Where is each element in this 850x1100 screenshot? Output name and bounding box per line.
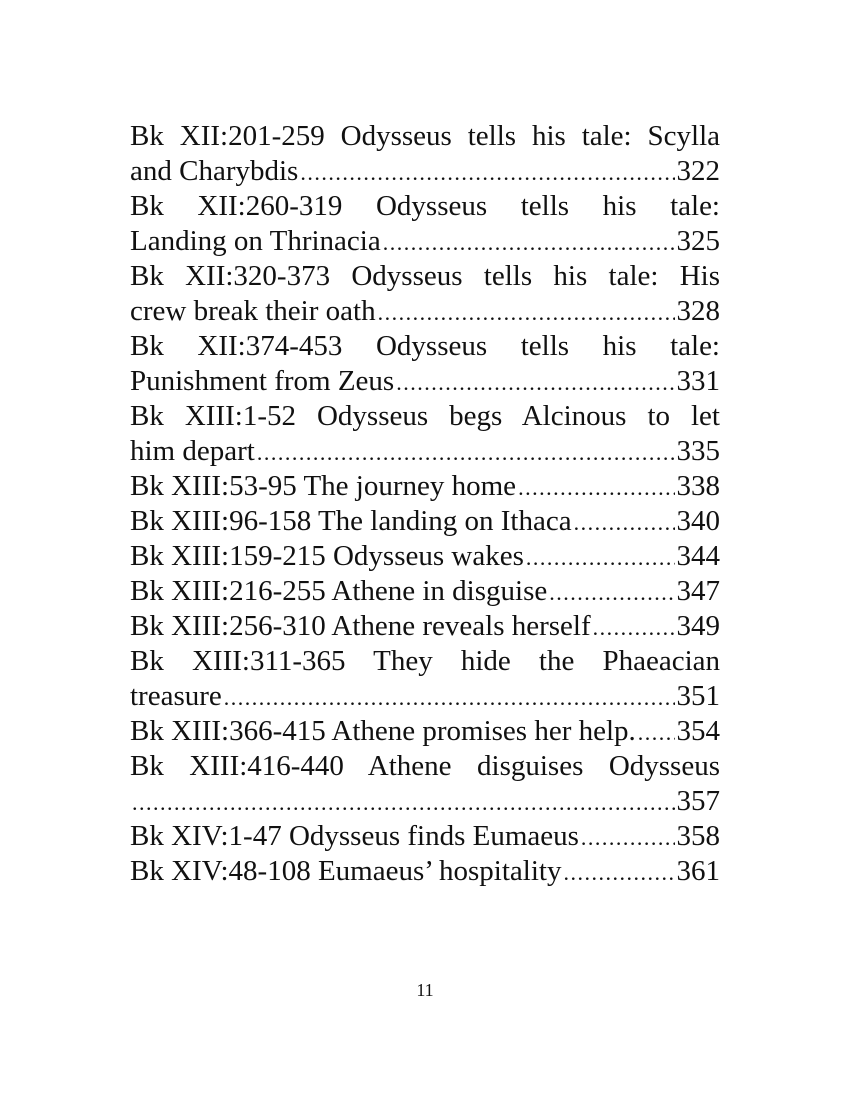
toc-page-number: 358 bbox=[676, 820, 720, 852]
dot-leader bbox=[132, 785, 675, 820]
dot-leader bbox=[378, 295, 675, 330]
toc-entry[interactable] bbox=[130, 609, 720, 644]
toc-page-number: 335 bbox=[676, 435, 720, 467]
toc-entry-title: him depart bbox=[130, 435, 255, 467]
toc-entry-title-line: Bk XII:201-259 Odysseus tells his tale: Scylla bbox=[130, 120, 720, 152]
toc-entry-title: Bk XIII:159-215 Odysseus wakes bbox=[130, 540, 524, 572]
toc-entry-title: Bk XIV:1-47 Odysseus finds Eumaeus bbox=[130, 820, 579, 852]
toc-entry-title-line: Bk XII:260-319 Odysseus tells his tale: bbox=[130, 190, 720, 222]
toc-entry[interactable] bbox=[130, 784, 720, 819]
dot-leader bbox=[300, 155, 674, 190]
dot-leader bbox=[224, 680, 675, 715]
toc-page-number: 338 bbox=[676, 470, 720, 502]
toc-entry[interactable] bbox=[130, 224, 720, 259]
toc-page-number: 349 bbox=[676, 610, 720, 642]
toc-page-number: 344 bbox=[676, 540, 720, 572]
toc-entry-title: Bk XIII:216-255 Athene in disguise bbox=[130, 575, 548, 607]
toc-entry-title-line: Bk XII:374-453 Odysseus tells his tale: bbox=[130, 330, 720, 362]
toc-entry-title: crew break their oath bbox=[130, 295, 376, 327]
dot-leader bbox=[383, 225, 675, 260]
toc-page-number: 361 bbox=[676, 855, 720, 887]
toc-entry[interactable] bbox=[130, 574, 720, 609]
table-of-contents bbox=[130, 119, 720, 889]
toc-entry[interactable] bbox=[130, 819, 720, 854]
toc-entry[interactable] bbox=[130, 539, 720, 574]
toc-entry-title: treasure bbox=[130, 680, 222, 712]
toc-entry-title: Landing on Thrinacia bbox=[130, 225, 381, 257]
toc-entry-title: Bk XIII:53-95 The journey home bbox=[130, 470, 517, 502]
page-number: 11 bbox=[416, 980, 434, 1000]
dot-leader bbox=[593, 610, 675, 645]
toc-entry[interactable] bbox=[130, 469, 720, 504]
dot-leader bbox=[549, 575, 674, 610]
dot-leader bbox=[257, 435, 675, 470]
toc-entry-title: Bk XIV:48-108 Eumaeus’ hospitality bbox=[130, 855, 562, 887]
toc-entry-title: Bk XIII:96-158 The landing on Ithaca bbox=[130, 505, 572, 537]
toc-entry-title: and Charybdis bbox=[130, 155, 299, 187]
dot-leader bbox=[581, 820, 675, 855]
toc-entry[interactable] bbox=[130, 154, 720, 189]
dot-leader bbox=[638, 715, 675, 750]
toc-entry-title-line: Bk XIII:311-365 They hide the Phaeacian bbox=[130, 645, 720, 677]
toc-page-number: 357 bbox=[676, 785, 720, 817]
toc-entry[interactable] bbox=[130, 294, 720, 329]
dot-leader bbox=[526, 540, 675, 575]
toc-page-number: 340 bbox=[676, 505, 720, 537]
toc-entry-title-line: Bk XIII:416-440 Athene disguises Odysseus bbox=[130, 750, 720, 782]
dot-leader bbox=[563, 855, 674, 890]
toc-page-number: 322 bbox=[676, 155, 720, 187]
toc-entry-title-line: Bk XIII:1-52 Odysseus begs Alcinous to let bbox=[130, 400, 720, 432]
toc-page-number: 354 bbox=[676, 715, 720, 747]
toc-page-number: 331 bbox=[676, 365, 720, 397]
toc-entry[interactable] bbox=[130, 504, 720, 539]
toc-entry[interactable] bbox=[130, 679, 720, 714]
toc-page-number: 351 bbox=[676, 680, 720, 712]
toc-entry[interactable] bbox=[130, 854, 720, 889]
toc-entry-title: Bk XIII:256-310 Athene reveals herself bbox=[130, 610, 591, 642]
toc-page-number: 328 bbox=[676, 295, 720, 327]
toc-entry[interactable] bbox=[130, 714, 720, 749]
toc-page-number: 347 bbox=[676, 575, 720, 607]
toc-entry-title: Punishment from Zeus bbox=[130, 365, 395, 397]
toc-entry-title-line: Bk XII:320-373 Odysseus tells his tale: His bbox=[130, 260, 720, 292]
dot-leader bbox=[518, 470, 674, 505]
toc-entry[interactable] bbox=[130, 364, 720, 399]
dot-leader bbox=[574, 505, 675, 540]
toc-entry[interactable] bbox=[130, 434, 720, 469]
dot-leader bbox=[396, 365, 674, 400]
toc-page-number: 325 bbox=[676, 225, 720, 257]
toc-entry-title: Bk XIII:366-415 Athene promises her help. bbox=[130, 715, 636, 747]
